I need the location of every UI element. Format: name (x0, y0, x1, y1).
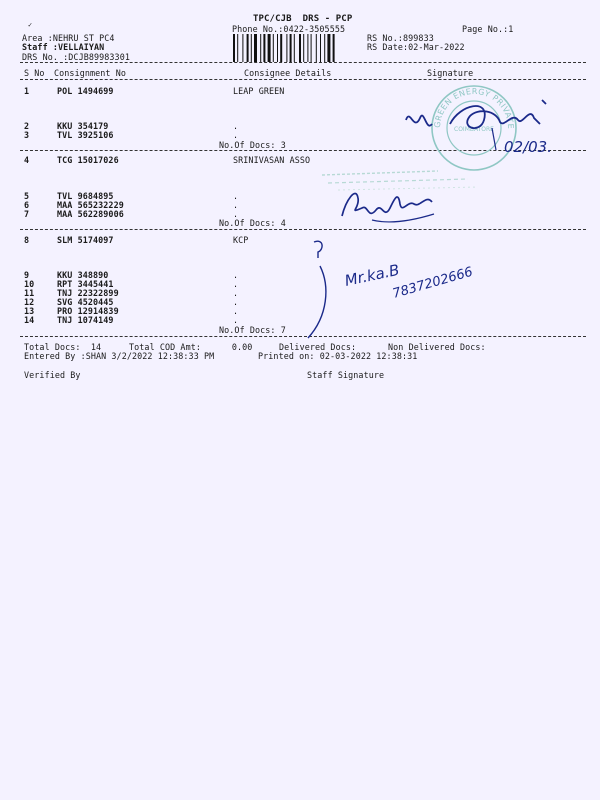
entered-by: Entered By :SHAN 3/2/2022 12:38:33 PM (24, 351, 215, 361)
consignee-name: KCP (233, 235, 249, 245)
signature-date: 02/03. (504, 138, 552, 156)
delivered-docs: Delivered Docs: (279, 342, 357, 352)
divider (20, 79, 586, 80)
row-consignment: PRO 12914839 (57, 306, 119, 316)
row-consignment: POL 1494699 (57, 86, 114, 96)
consignee-name: LEAP GREEN (233, 86, 285, 96)
rs-date: RS Date:02-Mar-2022 (367, 42, 465, 52)
company-stamp (430, 84, 518, 172)
row-sno: 14 (24, 315, 35, 325)
total-cod-amount: Total COD Amt: 0.00 (129, 342, 253, 352)
row-consignment: SLM 5174097 (57, 235, 114, 245)
barcode (232, 34, 358, 62)
non-delivered-docs: Non Delivered Docs: (388, 342, 486, 352)
col-header-signature: Signature (427, 68, 474, 78)
docs-count: No.Of Docs: 3 (219, 140, 286, 150)
row-sno: 10 (24, 279, 35, 289)
document-title: TPC/CJB DRS - PCP (253, 14, 353, 24)
staff-signature-label: Staff Signature (307, 370, 385, 380)
corner-mark: ✓ (28, 21, 33, 29)
row-consignment: SVG 4520445 (57, 297, 114, 307)
handwritten-signature (338, 180, 448, 226)
row-dot: . (233, 297, 239, 307)
signature-phone: 7837202666 (390, 264, 475, 302)
row-dot: . (233, 306, 239, 316)
row-consignment: KKU 348890 (57, 270, 109, 280)
row-sno: 3 (24, 130, 30, 140)
printed-on: Printed on: 02-03-2022 12:38:31 (258, 351, 418, 361)
row-sno: 8 (24, 235, 30, 245)
row-consignment: KKU 354179 (57, 121, 109, 131)
row-dot: . (233, 200, 239, 210)
stamp-center-text: COIMBATORE (454, 126, 494, 133)
verified-by-label: Verified By (24, 370, 81, 380)
total-docs: Total Docs: 14 (24, 342, 102, 352)
row-sno: 9 (24, 270, 30, 280)
row-consignment: TCG 15017026 (57, 155, 119, 165)
docs-count: No.Of Docs: 4 (219, 218, 286, 228)
docs-count: No.Of Docs: 7 (219, 325, 286, 335)
svg-text:GREEN ENERGY PRIVATE (433, 87, 515, 129)
consignee-name: SRINIVASAN ASSO (233, 155, 311, 165)
row-consignment: TVL 9684895 (57, 191, 114, 201)
divider (20, 229, 586, 230)
row-dot: . (233, 279, 239, 289)
handwritten-signature (290, 236, 510, 342)
row-dot: . (233, 209, 239, 219)
rs-number: RS No.:899833 (367, 33, 434, 43)
row-dot: . (233, 270, 239, 280)
row-sno: 11 (24, 288, 35, 298)
row-dot: . (233, 121, 239, 131)
staff-label: Staff :VELLAIYAN (22, 42, 105, 52)
row-consignment: MAA 562289006 (57, 209, 124, 219)
row-sno: 2 (24, 121, 30, 131)
col-header-consignment: Consignment No (54, 68, 126, 78)
signature-name: Mr.ka.B (343, 260, 402, 290)
row-sno: 6 (24, 200, 30, 210)
col-header-sno: S No (24, 68, 45, 78)
row-dot: . (233, 288, 239, 298)
row-sno: 4 (24, 155, 30, 165)
area-label: Area :NEHRU ST PC4 (22, 33, 115, 43)
row-consignment: TVL 3925106 (57, 130, 114, 140)
row-dot: . (233, 315, 239, 325)
drs-number: DRS No. :DCJB89983301 (22, 52, 130, 62)
row-consignment: TNJ 1074149 (57, 315, 114, 325)
row-sno: 5 (24, 191, 30, 201)
row-sno: 12 (24, 297, 35, 307)
row-consignment: MAA 565232229 (57, 200, 124, 210)
row-sno: 7 (24, 209, 30, 219)
row-consignment: TNJ 22322899 (57, 288, 119, 298)
divider (20, 336, 586, 337)
row-dot: . (233, 191, 239, 201)
row-sno: 13 (24, 306, 35, 316)
row-consignment: RPT 3445441 (57, 279, 114, 289)
phone-number: Phone No.:0422-3505555 (232, 24, 346, 34)
stamp-text: GREEN ENERGY PRIVATE (432, 86, 516, 130)
page-number: Page No.:1 (462, 24, 514, 34)
row-sno: 1 (24, 86, 30, 96)
divider (20, 62, 586, 63)
col-header-consignee: Consignee Details (244, 68, 332, 78)
row-dot: . (233, 130, 239, 140)
